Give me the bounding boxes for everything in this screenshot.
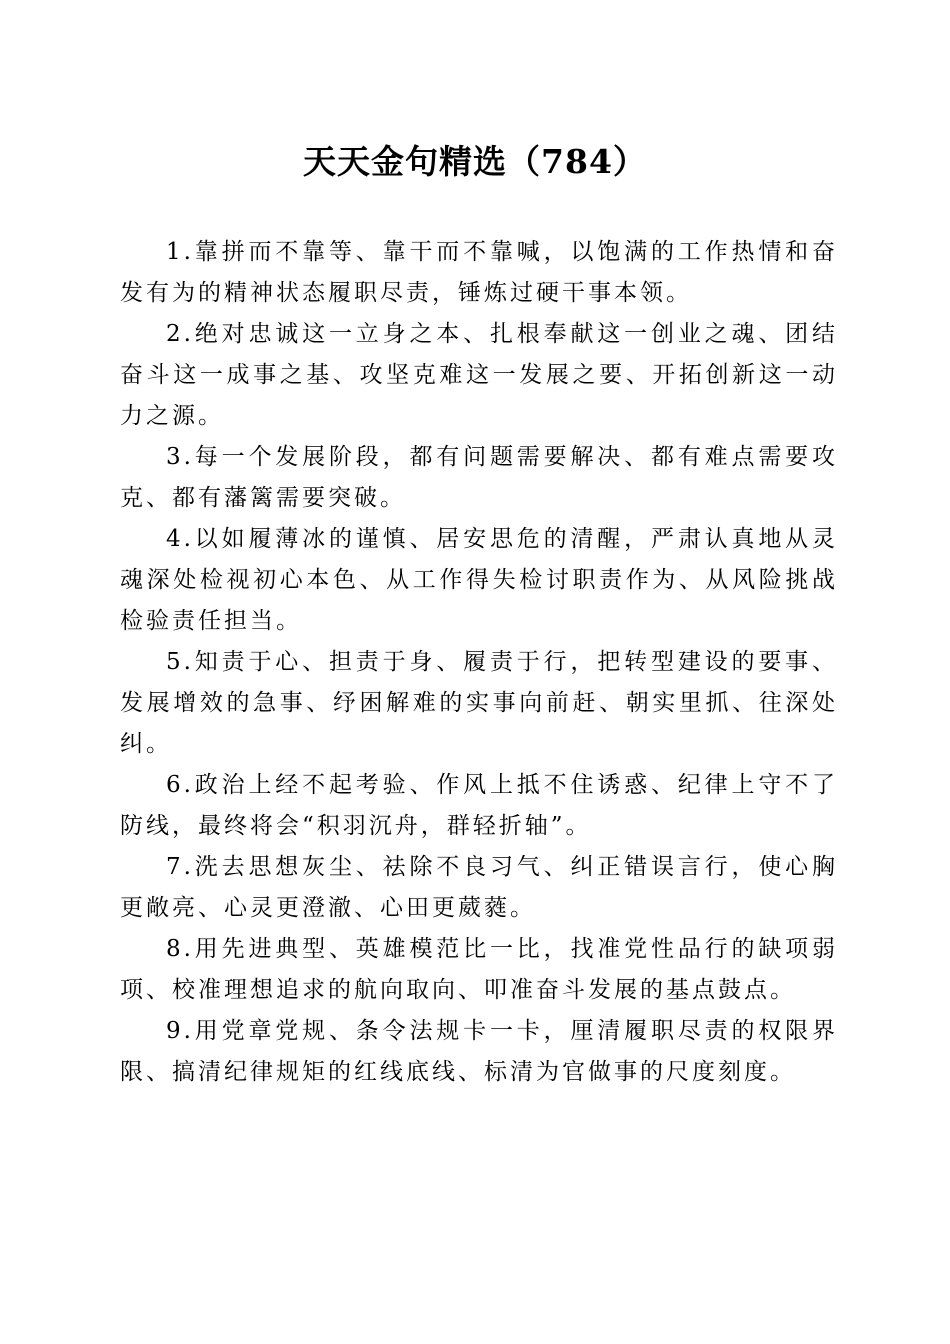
- quote-paragraph: 1.靠拼而不靠等、靠干而不靠喊，以饱满的工作热情和奋发有为的精神状态履职尽责，锤炼过硬干事本领。: [120, 239, 838, 306]
- document-title: 天天金句精选（784）: [303, 142, 647, 181]
- quote-paragraph: 4.以如履薄冰的谨慎、居安思危的清醒，严肃认真地从灵魂深处检视初心本色、从工作得失检讨职责作为、从风险挑战检验责任担当。: [120, 526, 838, 634]
- quote-paragraph: 6.政治上经不起考验、作风上抵不住诱惑、纪律上守不了防线，最终将会“积羽沉舟，群轻折轴”。: [120, 772, 838, 839]
- quote-paragraph: 9.用党章党规、条令法规卡一卡，厘清履职尽责的权限界限、搞清纪律规矩的红线底线、标清为官做事的尺度刻度。: [120, 1018, 838, 1085]
- quote-paragraph: 2.绝对忠诚这一立身之本、扎根奉献这一创业之魂、团结奋斗这一成事之基、攻坚克难这一发展之要、开拓创新这一动力之源。: [120, 321, 838, 429]
- quote-paragraph: 5.知责于心、担责于身、履责于行，把转型建设的要事、发展增效的急事、纾困解难的实事向前赶、朝实里抓、往深处纠。: [120, 649, 838, 757]
- document-body: [120, 232, 838, 1093]
- quote-paragraph: 8.用先进典型、英雄模范比一比，找准党性品行的缺项弱项、校准理想追求的航向取向、叩准奋斗发展的基点鼓点。: [120, 936, 838, 1003]
- quote-paragraph: 3.每一个发展阶段，都有问题需要解决、都有难点需要攻克、都有藩篱需要突破。: [120, 444, 838, 511]
- quote-paragraph: 7.洗去思想灰尘、祛除不良习气、纠正错误言行，使心胸更敞亮、心灵更澄澈、心田更葳蕤。: [120, 854, 838, 921]
